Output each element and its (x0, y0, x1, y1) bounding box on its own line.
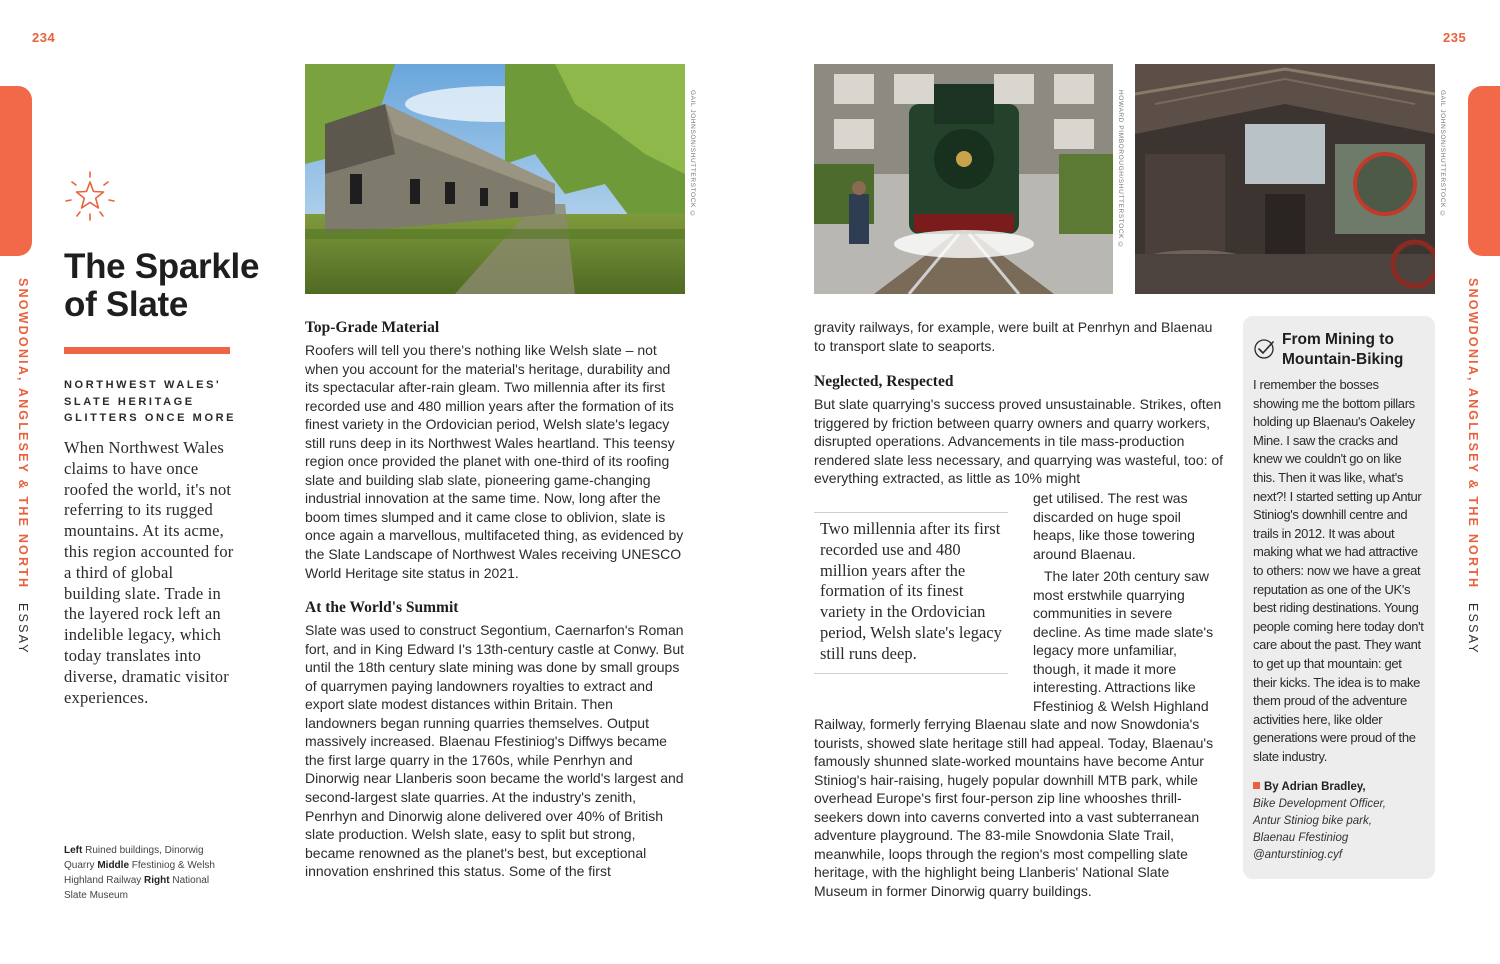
side-label-left-section: ESSAY (16, 602, 30, 655)
article-standfirst: When Northwest Wales claims to have once roofed the world, it's not referring to its rugged mountains. At its acme, this region accounted for a third of global building slate. Trade in the layered rock left an indelible legacy, which today translates into diverse, dramatic visitor experiences. (64, 438, 234, 707)
paragraph-railway-heritage: Railway, formerly ferrying Blaenau slate and now Snowdonia's tourists, showed slate heritage still had appeal. Today, Blaenau's famously shunned slate-worked mountains have become Antur Stiniog's hair-raising, hugely popular downhill MTB park, while overhead Europe's first four-person zip line whooshes thrill-seekers down into caverns converted into a vast subterranean adventure playground. The 83-mile Snowdonia Slate Trail, meanwhile, loops through the region's most compelling slate heritage, with the highlight being Llanberis' National Slate Museum in former Dinorwig quarry buildings. (814, 716, 1214, 899)
pull-quote: Two millennia after its first recorded use and 480 million years after the formation of its finest variety in the Ordovician period, Welsh slate's legacy still runs deep. (814, 512, 1008, 674)
photo-credit-2: HOWARD PIMBOROUGH/SHUTTERSTOCK © (1117, 90, 1124, 250)
body-column-2-top (814, 318, 1224, 488)
paragraph-gravity-railways: gravity railways, for example, were built at Penrhyn and Blaenau to transport slate to seaports. (814, 319, 1213, 354)
sidebar-title: From Mining to Mountain-Biking (1282, 331, 1404, 368)
body-column-2-side (1033, 489, 1223, 716)
heading-top-grade-material: Top-Grade Material (305, 319, 440, 336)
photo-steam-train-image (814, 64, 1113, 294)
photo-credit-3: GAIL JOHNSON/SHUTTERSTOCK © (1439, 90, 1446, 218)
checkmark-badge-icon (1253, 338, 1275, 360)
paragraph-worlds-summit: Slate was used to construct Segontium, Caernarfon's Roman fort, and in King Edward I's 13th-century castle at Conwy. But until the 18th century slate mining was done by small groups of quarrymen paying landowners royalties to extract and export slate modest distances within Britain. Then landowners began running quarries themselves. Output massively increased. Blaenau Ffestiniog's Diffwys became the first large quarry in the 1760s, while Penrhyn and Dinorwig near Llanberis soon became the world's largest and second-largest slate quarries. At the industry's zenith, Penrhyn and Dinorwig alone delivered over 40% of British slate production. Welsh slate, easy to split but strong, became renowned as the planet's best, but exceptional innovation enshrined this status. Some of the first (305, 622, 685, 880)
paragraph-later-century: The later 20th century saw most erstwhile quarrying communities in severe decline. As time made slate's legacy more unfamiliar, though, it made it more interesting. Attractions like Ffestiniog & Welsh Highland (1033, 568, 1214, 715)
side-label-right (1466, 278, 1480, 655)
side-label-right-section: ESSAY (1466, 602, 1480, 655)
side-label-left-chapter: SNOWDONIA, ANGLESEY & THE NORTH (16, 278, 30, 590)
heading-worlds-summit: At the World's Summit (305, 599, 459, 617)
paragraph-top-grade: Roofers will tell you there's nothing like Welsh slate – not when you account for the material's heritage, durability and its spectacular after-rain gleam. Two millennia after its first recorded use and 480 million years after the formation of its finest variety in the Ordovician period, Welsh slate's legacy still runs deep in its Northwest Wales heartland. This teensy region once provided the planet with one-third of its roofing slate and building slab slate, pioneering game-changing industrial innovation at the same time. Now, long after the boom times slumped and it came close to oblivion, slate is once again a marvellous, multifaceted thing, as evidenced by the Slate Landscape of Northwest Wales receiving UNESCO World Heritage site status in 2021. (305, 342, 684, 581)
sidebar-box (1243, 316, 1435, 879)
caption-middle-label: Middle (97, 860, 130, 871)
photo-caption (64, 843, 234, 903)
caption-left-text: Ruined buildings, Dinorwig Quarry (64, 845, 204, 871)
caption-right-label: Right (144, 875, 170, 886)
page-number-right: 235 (1443, 30, 1467, 45)
photo-ruined-buildings (305, 64, 685, 294)
paragraph-neglected-side: get utilised. The rest was discarded on huge spoil heaps, like those towering around Blaenau. (1033, 490, 1195, 562)
sidebar-byline (1253, 779, 1425, 864)
body-column-2-bottom (814, 715, 1224, 900)
byline-name: By Adrian Bradley, (1264, 781, 1366, 794)
sparkle-star-icon (62, 168, 118, 224)
page-number-left: 234 (32, 30, 56, 45)
byline-handle: @anturstiniog.cyf (1253, 849, 1343, 862)
sidebar-body: I remember the bosses showing me the bottom pillars holding up Blaenau's Oakeley Mine. I saw the cracks and knew we couldn't go on like this. Then it was like, what's next?! I started setting up Antur Stiniog's downhill centre and trails in 2012. It was about making what we had attractive to others: now we have a great reputation as one of the UK's best riding destinations. Young people coming here today don't care about the past. They want to get up that mountain: get their kicks. The idea is to make them proud of the adventure activities here, like older generations were proud of the slate industry. (1253, 377, 1424, 764)
paragraph-neglected-top: But slate quarrying's success proved unsustainable. Strikes, often triggered by friction between quarry owners and quarry workers, disrupted operations. Advancements in tile mass-production rendered slate less necessary, and quarrying was wasteful, too: of everything extracted, as little as 10% might (814, 396, 1224, 487)
article-title: The Sparkle of Slate (64, 247, 260, 324)
article-kicker: NORTHWEST WALES' SLATE HERITAGE GLITTERS ONCE MORE (64, 379, 237, 424)
heading-neglected-respected: Neglected, Respected (814, 373, 954, 391)
photo-slate-museum (1135, 64, 1435, 294)
byline-role-2: Antur Stiniog bike park, (1253, 815, 1372, 828)
photo-steam-train (814, 64, 1113, 294)
photo-ruined-buildings-image (305, 64, 685, 294)
photo-credit-1: GAIL JOHNSON/SHUTTERSTOCK © (689, 90, 696, 218)
caption-left-label: Left (64, 845, 83, 856)
body-column-1 (305, 318, 685, 881)
side-label-right-chapter: SNOWDONIA, ANGLESEY & THE NORTH (1466, 278, 1480, 590)
byline-role-1: Bike Development Officer, (1253, 798, 1386, 811)
byline-square-icon (1253, 782, 1260, 789)
chapter-tab-right (1468, 86, 1500, 256)
photo-slate-museum-image (1135, 64, 1435, 294)
chapter-tab-left (0, 86, 32, 256)
caption-right-text: National Slate Museum (64, 875, 210, 901)
byline-role-3: Blaenau Ffestiniog (1253, 832, 1349, 845)
title-underline-bar (64, 347, 230, 354)
caption-middle-text: Ffestiniog & Welsh Highland Railway (64, 860, 215, 886)
side-label-left (16, 278, 30, 655)
